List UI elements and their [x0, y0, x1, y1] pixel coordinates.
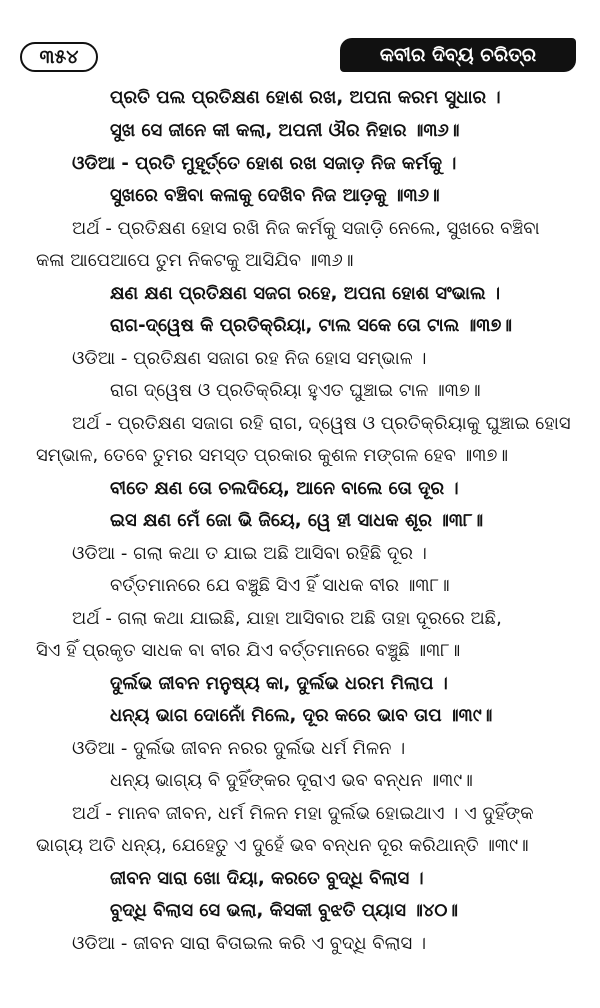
text-line: କଳା ଆପେଆପେ ତୁମ ନିକଟକୁ ଆସିଯିବ ॥୩୬॥ — [36, 250, 354, 271]
text-line: ଅର୍ଥ - ପ୍ରତିକ୍ଷଣ ସଜାଗ ରହି ରାଗ, ଦ୍ୱେଷ ଓ ପ୍ରତିକ୍ରିୟାକୁ ଘୁଞ୍ଚାଇ ହୋସ — [72, 413, 571, 434]
text-line: ଜୀବନ ସାରା ଖୋ ଦିୟା, କରତେ ବୁଦ୍ଧି ବିଲାସ । — [110, 868, 424, 889]
text-line: ଅର୍ଥ - ମାନବ ଜୀବନ, ଧର୍ମ ମିଳନ ମହା ଦୁର୍ଲଭ ହୋଇଥାଏ । ଏ ଦୁହିଁଙ୍କ — [72, 803, 534, 824]
text-line: ଅର୍ଥ - ପ୍ରତିକ୍ଷଣ ହୋସ ରଖି ନିଜ କର୍ମକୁ ସଜାଡ଼ି ନେଲେ, ସୁଖରେ ବଞ୍ଚିବା — [72, 218, 540, 239]
page-number: ୩୫୪ — [20, 42, 98, 72]
text-line: ସୁଖ ସେ ଜୀନେ କୀ କଲା, ଅପନୀ ଔର ନିହାର ॥୩୬॥ — [110, 120, 460, 141]
page-header — [0, 0, 600, 80]
text-line: ଓଡିଆ - ଦୁର୍ଲଭ ଜୀବନ ନରର ଦୁର୍ଲଭ ଧର୍ମ ମିଳନ । — [72, 738, 406, 759]
text-line: ସିଏ ହିଁ ପ୍ରକୃତ ସାଧକ ବା ବୀର ଯିଏ ବର୍ତ୍ତମାନରେ ବଞ୍ଚୁଛି ॥୩୮॥ — [36, 640, 461, 661]
text-line: ବୀତେ କ୍ଷଣ ତୋ ଚଲଦିୟେ, ଆନେ ବାଲେ ତୋ ଦୂର । — [110, 478, 459, 499]
text-line: ଓଡିଆ - ପ୍ରତି ମୁହୂର୍ତ୍ତେ ହୋଶ ରଖ ସଜାଡ଼ ନିଜ କର୍ମକୁ । — [72, 153, 457, 174]
text-line: ଓଡିଆ - ପ୍ରତିକ୍ଷଣ ସଜାଗ ରହ ନିଜ ହୋସ ସମ୍ଭାଳ । — [72, 348, 427, 369]
text-line: ରାଗ-ଦ୍ୱେଷ କି ପ୍ରତିକ୍ରିୟା, ଟାଲ ସକେ ତୋ ଟାଲ ॥୩୭॥ — [110, 315, 513, 336]
text-line: ଓଡିଆ - ଗଲା କଥା ତ ଯାଇ ଅଛି ଆସିବା ରହିଛି ଦୂର । — [72, 543, 427, 564]
book-title-banner: କବୀର ଦିବ୍ୟ ଚରିତ୍ର — [340, 38, 576, 72]
text-line: ଓଡିଆ - ଜୀବନ ସାରା ବିତାଇଲ କରି ଏ ବୁଦ୍ଧି ବିଲାସ । — [72, 933, 427, 954]
text-line: ପ୍ରତି ପଲ ପ୍ରତିକ୍ଷଣ ହୋଶ ରଖ, ଅପନା କରମ ସୁଧାର । — [110, 87, 501, 108]
text-line: ଅର୍ଥ - ଗଲା କଥା ଯାଇଛି, ଯାହା ଆସିବାର ଅଛି ତାହା ଦୂରରେ ଅଛି, — [72, 608, 502, 629]
text-line: ଇସ କ୍ଷଣ ମେଁ ଜୋ ଭି ଜିୟେ, ୱେ ହୀ ସାଧକ ଶୂର ॥୩୮॥ — [110, 510, 484, 531]
text-line: କ୍ଷଣ କ୍ଷଣ ପ୍ରତିକ୍ଷଣ ସଜଗ ରହେ, ଅପନା ହୋଶ ସଂଭାଲ । — [110, 283, 501, 304]
text-line: ରାଗ ଦ୍ୱେଷ ଓ ପ୍ରତିକ୍ରିୟା ହୁଏତ ଘୁଞ୍ଚାଇ ଟାଳ ॥୩୭॥ — [110, 380, 481, 401]
text-line: ଧନ୍ୟ ଭାଗ ଦୋନୋଁ ମିଲେ, ଦୂର କରେ ଭାବ ତାପ ॥୩୯॥ — [110, 705, 493, 726]
text-line: ସୁଖରେ ବଞ୍ଚିବା କଳାକୁ ଦେଖିବ ନିଜ ଆଡ଼କୁ ॥୩୬॥ — [110, 185, 440, 206]
text-line: ଭାଗ୍ୟ ଅତି ଧନ୍ୟ, ଯେହେତୁ ଏ ଦୁହେଁ ଭବ ବନ୍ଧନ ଦୂର କରିଥାନ୍ତି ॥୩୯॥ — [36, 835, 529, 856]
text-line: ଧନ୍ୟ ଭାଗ୍ୟ ବି ଦୁହିଁଙ୍କର ଦୂରାଏ ଭବ ବନ୍ଧନ ॥୩୯॥ — [110, 770, 473, 791]
text-line: ଦୁର୍ଲଭ ଜୀବନ ମନୁଷ୍ୟ କା, ଦୁର୍ଲଭ ଧରମ ମିଲାପ । — [110, 673, 448, 694]
text-line: ବର୍ତ୍ତମାନରେ ଯେ ବଞ୍ଚୁଛି ସିଏ ହିଁ ସାଧକ ବୀର ॥୩୮॥ — [110, 575, 450, 596]
text-line: ସମ୍ଭାଳ, ତେବେ ତୁମର ସମସ୍ତ ପ୍ରକାର କୁଶଳ ମଙ୍ଗଳ ହେବ ॥୩୭॥ — [36, 445, 509, 466]
text-line: ବୁଦ୍ଧି ବିଲାସ ସେ ଭଲା, କିସକୀ ବୁଝତି ପ୍ୟାସ ॥୪୦॥ — [110, 900, 459, 921]
